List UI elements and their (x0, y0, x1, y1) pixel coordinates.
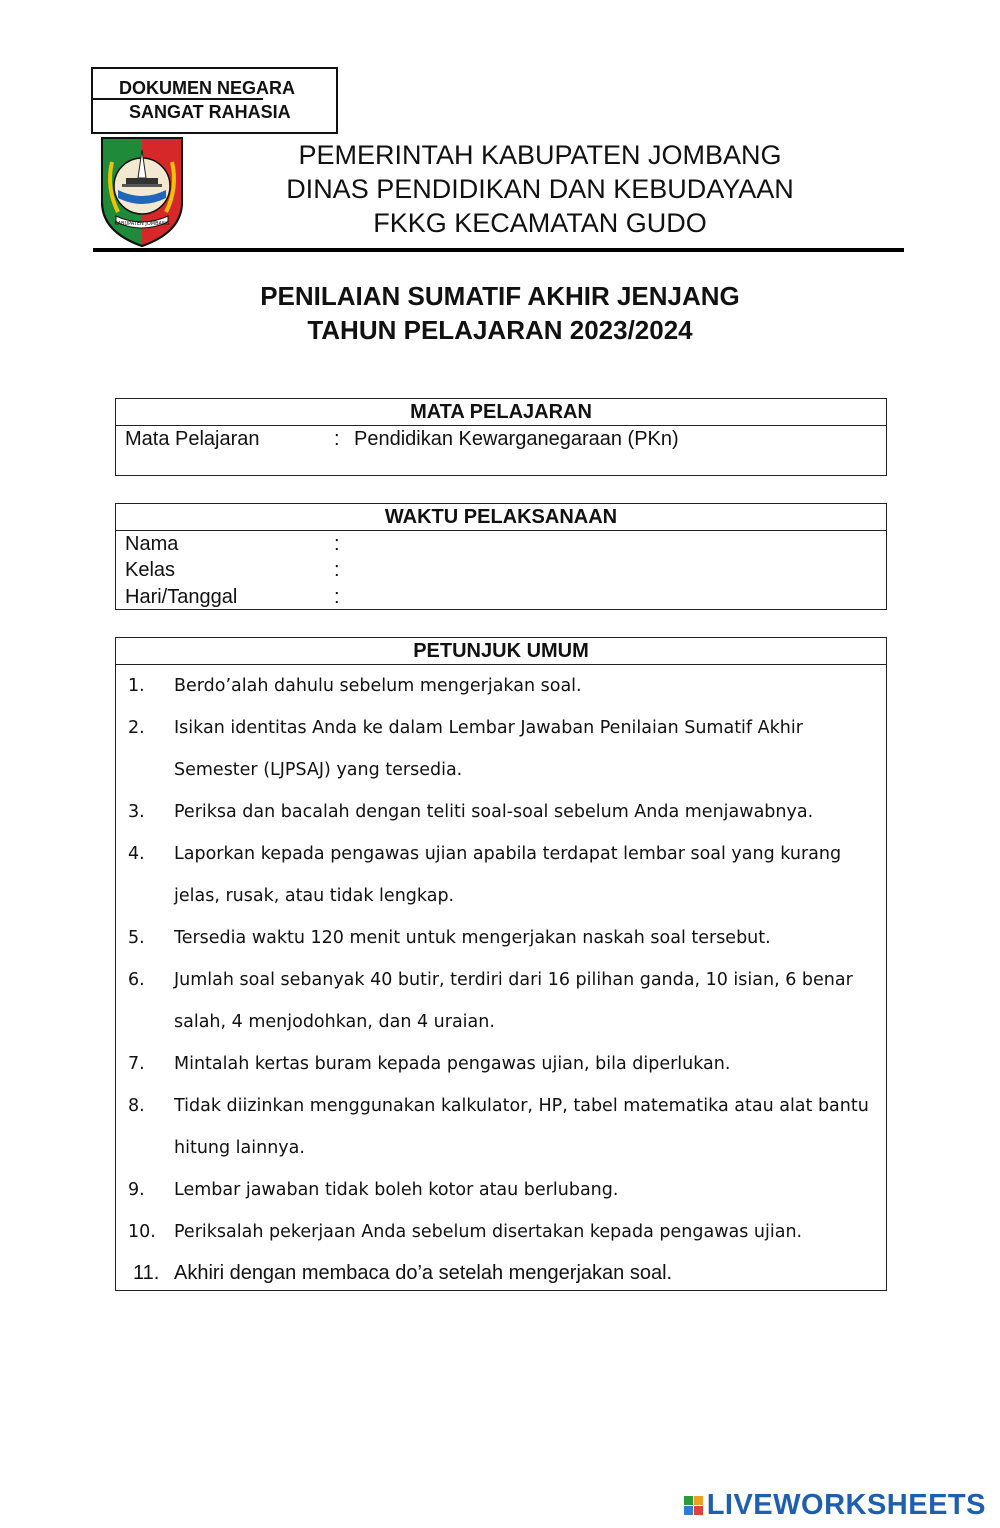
list-item (116, 1211, 886, 1253)
liveworksheets-logo-icon (684, 1496, 703, 1515)
date-row (116, 584, 886, 610)
brand-text: LIVEWORKSHEETS (706, 1489, 986, 1521)
item-number: 5. (128, 928, 145, 948)
item-text: Akhiri dengan membaca do’a setelah mengerjakan soal. (174, 1262, 673, 1284)
item-text: Lembar jawaban tidak boleh kotor atau berlubang. (174, 1180, 619, 1200)
item-text: Tidak diizinkan menggunakan kalkulator, HP, tabel matematika atau alat bantu hitung lainnya. (174, 1096, 869, 1158)
item-number: 6. (128, 970, 145, 990)
item-text: Isikan identitas Anda ke dalam Lembar Jawaban Penilaian Sumatif Akhir Semester (LJPSAJ) yang tersedia. (174, 718, 803, 780)
item-text: Tersedia waktu 120 menit untuk mengerjakan naskah soal tersebut. (174, 928, 771, 948)
item-number: 1. (128, 676, 145, 696)
time-table (115, 503, 887, 610)
subject-table (115, 398, 887, 476)
list-item (116, 959, 886, 1043)
list-item (116, 917, 886, 959)
instructions-heading: PETUNJUK UMUM (116, 638, 886, 665)
item-text: Periksalah pekerjaan Anda sebelum disertakan kepada pengawas ujian. (174, 1222, 803, 1242)
subject-value: Pendidikan Kewarganegaraan (PKn) (354, 428, 679, 450)
header-line3: FKKG KECAMATAN GUDO (373, 208, 707, 238)
class-colon: : (334, 559, 340, 581)
svg-text:KABUPATEN JOMBANG: KABUPATEN JOMBANG (114, 221, 170, 227)
list-item (116, 1085, 886, 1169)
name-row (116, 531, 886, 557)
item-number: 7. (128, 1054, 145, 1074)
subject-colon: : (334, 428, 340, 450)
jombang-regency-emblem-icon (98, 132, 186, 248)
class-label: Kelas (125, 559, 176, 581)
list-item (116, 1169, 886, 1211)
date-label: Hari/Tanggal (125, 586, 238, 608)
date-colon: : (334, 586, 340, 608)
subject-table-heading: MATA PELAJARAN (116, 399, 886, 426)
item-text: Laporkan kepada pengawas ujian apabila terdapat lembar soal yang kurang jelas, rusak, atau tidak lengkap. (174, 844, 842, 906)
item-text: Jumlah soal sebanyak 40 butir, terdiri dari 16 pilihan ganda, 10 isian, 6 benar salah, 4 menjodohkan, dan 4 uraian. (174, 970, 853, 1032)
liveworksheets-brand[interactable] (684, 1489, 986, 1522)
instructions-table (115, 637, 887, 1291)
item-number: 8. (128, 1096, 145, 1116)
name-colon: : (334, 533, 340, 555)
name-label: Nama (125, 533, 179, 555)
item-number: 2. (128, 718, 145, 738)
list-item (116, 833, 886, 917)
item-text: Periksa dan bacalah dengan teliti soal-soal sebelum Anda menjawabnya. (174, 802, 814, 822)
header-line1: PEMERINTAH KABUPATEN JOMBANG (298, 140, 782, 170)
class-row (116, 557, 886, 584)
subject-row (116, 426, 886, 453)
instructions-list (116, 665, 886, 1293)
time-table-heading: WAKTU PELAKSANAAN (116, 504, 886, 531)
list-item (116, 665, 886, 707)
list-item (116, 707, 886, 791)
item-number: 10. (128, 1222, 156, 1242)
classification-line2: SANGAT RAHASIA (129, 102, 291, 122)
classification-box (91, 67, 338, 134)
list-item (116, 791, 886, 833)
header-rule (93, 248, 904, 252)
item-text: Mintalah kertas buram kepada pengawas ujian, bila diperlukan. (174, 1054, 731, 1074)
item-number: 9. (128, 1180, 145, 1200)
header-line2: DINAS PENDIDIKAN DAN KEBUDAYAAN (286, 174, 794, 204)
classification-line1: DOKUMEN NEGARA (119, 78, 296, 98)
item-number: 4. (128, 844, 145, 864)
item-text: Berdo’alah dahulu sebelum mengerjakan soal. (174, 676, 582, 696)
subject-label: Mata Pelajaran (125, 428, 260, 450)
item-number: 11. (133, 1262, 160, 1284)
list-item (116, 1043, 886, 1085)
exam-year: TAHUN PELAJARAN 2023/2024 (307, 315, 693, 345)
exam-title: PENILAIAN SUMATIF AKHIR JENJANG (260, 281, 740, 311)
list-item (116, 1253, 886, 1293)
item-number: 3. (128, 802, 145, 822)
